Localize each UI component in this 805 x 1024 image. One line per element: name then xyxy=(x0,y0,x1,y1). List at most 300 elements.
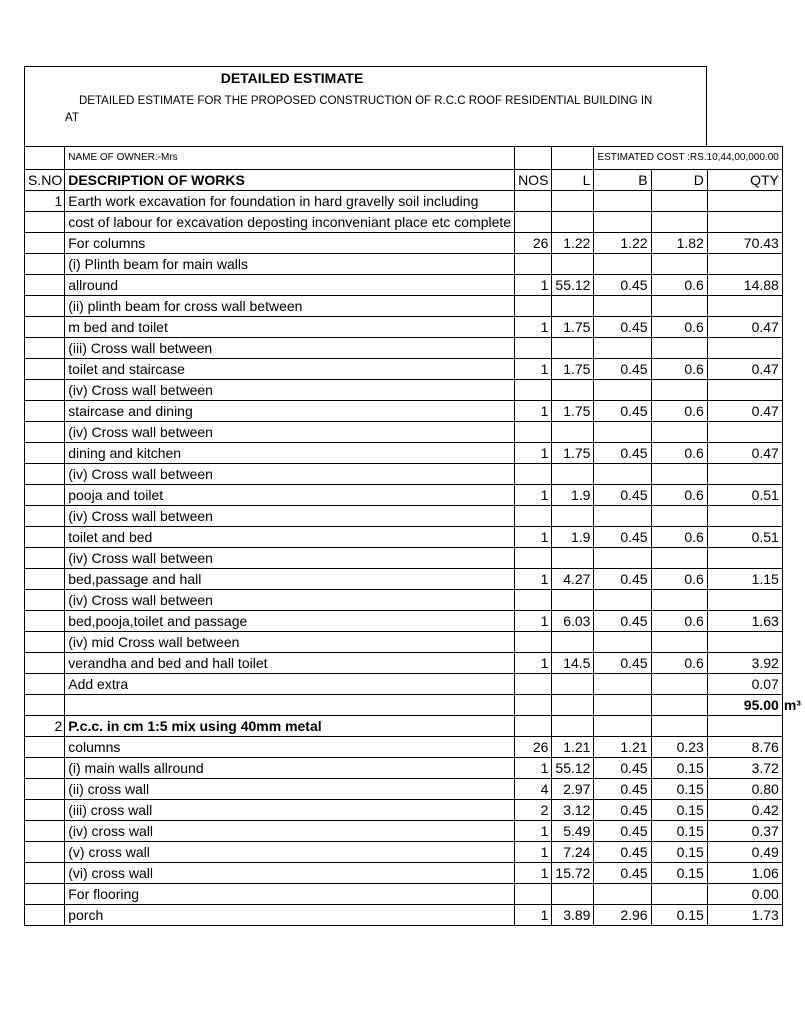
breadth-cell[interactable]: 0.45 xyxy=(594,443,651,464)
qty-cell[interactable]: 0.37 xyxy=(707,821,782,842)
description-cell[interactable]: toilet and bed xyxy=(65,527,515,548)
depth-cell[interactable] xyxy=(651,422,707,443)
sno-cell[interactable] xyxy=(25,842,65,863)
nos-cell[interactable] xyxy=(515,695,552,716)
breadth-cell[interactable]: 0.45 xyxy=(594,863,651,884)
description-cell[interactable]: porch xyxy=(65,905,515,926)
nos-cell[interactable] xyxy=(515,296,552,317)
empty-cell xyxy=(782,338,804,359)
nos-cell[interactable]: 1 xyxy=(515,527,552,548)
depth-cell[interactable]: 0.6 xyxy=(651,611,707,632)
length-cell[interactable]: 14.5 xyxy=(552,653,594,674)
depth-cell[interactable]: 0.6 xyxy=(651,401,707,422)
qty-cell[interactable] xyxy=(707,191,782,212)
description-cell[interactable]: Add extra xyxy=(65,674,515,695)
sno-cell[interactable] xyxy=(25,485,65,506)
qty-cell[interactable]: 3.92 xyxy=(707,653,782,674)
length-cell[interactable]: 55.12 xyxy=(552,758,594,779)
length-cell[interactable]: 15.72 xyxy=(552,863,594,884)
description-cell[interactable]: bed,passage and hall xyxy=(65,569,515,590)
depth-cell[interactable]: 0.15 xyxy=(651,842,707,863)
nos-cell[interactable]: 4 xyxy=(515,779,552,800)
nos-cell[interactable]: 1 xyxy=(515,275,552,296)
nos-cell[interactable]: 2 xyxy=(515,800,552,821)
depth-cell[interactable]: 0.15 xyxy=(651,758,707,779)
qty-cell[interactable]: 1.73 xyxy=(707,905,782,926)
description-cell[interactable]: For flooring xyxy=(65,884,515,905)
breadth-cell[interactable]: 0.45 xyxy=(594,401,651,422)
length-cell[interactable]: 55.12 xyxy=(552,275,594,296)
breadth-cell[interactable] xyxy=(594,212,651,233)
breadth-cell[interactable]: 0.45 xyxy=(594,485,651,506)
depth-cell[interactable]: 0.6 xyxy=(651,527,707,548)
sno-cell[interactable] xyxy=(25,233,65,254)
qty-cell[interactable] xyxy=(707,212,782,233)
depth-cell[interactable]: 0.6 xyxy=(651,443,707,464)
description-cell[interactable]: (i) Plinth beam for main walls xyxy=(65,254,515,275)
nos-cell[interactable] xyxy=(515,632,552,653)
qty-cell[interactable]: 0.42 xyxy=(707,800,782,821)
depth-cell[interactable] xyxy=(651,632,707,653)
nos-cell[interactable]: 1 xyxy=(515,443,552,464)
length-cell[interactable]: 1.9 xyxy=(552,527,594,548)
description-cell[interactable]: staircase and dining xyxy=(65,401,515,422)
table-row xyxy=(25,464,805,485)
qty-cell[interactable] xyxy=(707,296,782,317)
length-cell[interactable]: 1.75 xyxy=(552,401,594,422)
depth-cell[interactable] xyxy=(651,380,707,401)
length-cell[interactable] xyxy=(552,338,594,359)
qty-cell[interactable]: 0.47 xyxy=(707,317,782,338)
breadth-cell[interactable] xyxy=(594,380,651,401)
nos-cell[interactable] xyxy=(515,548,552,569)
description-cell[interactable]: (iii) cross wall xyxy=(65,800,515,821)
depth-cell[interactable]: 0.6 xyxy=(651,275,707,296)
depth-cell[interactable]: 0.15 xyxy=(651,905,707,926)
breadth-cell[interactable]: 1.21 xyxy=(594,737,651,758)
estimate-sheet xyxy=(24,66,801,960)
depth-cell[interactable]: 0.15 xyxy=(651,779,707,800)
description-cell[interactable]: (iv) cross wall xyxy=(65,821,515,842)
nos-cell[interactable] xyxy=(515,464,552,485)
length-cell[interactable] xyxy=(552,590,594,611)
breadth-cell[interactable]: 0.45 xyxy=(594,800,651,821)
breadth-cell[interactable]: 0.45 xyxy=(594,779,651,800)
table-row xyxy=(25,527,805,548)
table-row xyxy=(25,359,805,380)
table-row xyxy=(25,590,805,611)
depth-cell[interactable] xyxy=(651,548,707,569)
col-header-nos: NOS xyxy=(515,170,552,191)
sno-cell[interactable] xyxy=(25,443,65,464)
empty-cell xyxy=(782,401,804,422)
breadth-cell[interactable] xyxy=(594,422,651,443)
depth-cell[interactable] xyxy=(651,191,707,212)
col-header-qty: QTY xyxy=(707,170,782,191)
breadth-cell[interactable]: 0.45 xyxy=(594,758,651,779)
qty-cell[interactable] xyxy=(707,422,782,443)
sno-cell[interactable] xyxy=(25,695,65,716)
table-row xyxy=(25,653,805,674)
qty-cell[interactable] xyxy=(707,338,782,359)
sno-cell[interactable] xyxy=(25,569,65,590)
owner-row xyxy=(25,147,805,170)
sno-cell[interactable] xyxy=(25,653,65,674)
nos-cell[interactable] xyxy=(515,380,552,401)
breadth-cell[interactable]: 0.45 xyxy=(594,275,651,296)
length-cell[interactable]: 2.97 xyxy=(552,779,594,800)
nos-cell[interactable] xyxy=(515,212,552,233)
sno-cell[interactable] xyxy=(25,254,65,275)
owner-name-cell[interactable]: NAME OF OWNER:-Mrs xyxy=(65,147,515,170)
table-row xyxy=(25,632,805,653)
sno-cell[interactable] xyxy=(25,296,65,317)
description-cell[interactable]: (iv) Cross wall between xyxy=(65,590,515,611)
qty-cell[interactable] xyxy=(707,590,782,611)
description-cell[interactable]: (iv) Cross wall between xyxy=(65,380,515,401)
depth-cell[interactable]: 0.6 xyxy=(651,317,707,338)
qty-cell[interactable]: 0.49 xyxy=(707,842,782,863)
qty-cell[interactable]: 0.07 xyxy=(707,674,782,695)
qty-cell[interactable]: 0.47 xyxy=(707,359,782,380)
length-cell[interactable] xyxy=(552,632,594,653)
length-cell[interactable]: 1.9 xyxy=(552,485,594,506)
breadth-cell[interactable]: 0.45 xyxy=(594,569,651,590)
sno-cell[interactable] xyxy=(25,590,65,611)
nos-cell[interactable] xyxy=(515,716,552,737)
depth-cell[interactable] xyxy=(651,212,707,233)
sno-cell[interactable] xyxy=(25,527,65,548)
col-header-sno: S.NO xyxy=(25,170,65,191)
nos-cell[interactable]: 1 xyxy=(515,317,552,338)
breadth-cell[interactable] xyxy=(594,191,651,212)
description-cell[interactable]: (iv) Cross wall between xyxy=(65,464,515,485)
description-cell[interactable]: allround xyxy=(65,275,515,296)
length-cell[interactable] xyxy=(552,296,594,317)
depth-cell[interactable]: 0.15 xyxy=(651,821,707,842)
qty-cell[interactable]: 0.51 xyxy=(707,485,782,506)
length-cell[interactable]: 6.03 xyxy=(552,611,594,632)
table-row xyxy=(25,821,805,842)
sno-cell[interactable] xyxy=(25,800,65,821)
description-cell[interactable]: For columns xyxy=(65,233,515,254)
sno-cell[interactable] xyxy=(25,380,65,401)
description-cell[interactable]: m bed and toilet xyxy=(65,317,515,338)
breadth-cell[interactable] xyxy=(594,464,651,485)
length-cell[interactable] xyxy=(552,674,594,695)
empty-cell xyxy=(782,758,804,779)
qty-cell[interactable]: 1.06 xyxy=(707,863,782,884)
length-cell[interactable]: 3.12 xyxy=(552,800,594,821)
sno-cell[interactable] xyxy=(25,212,65,233)
nos-cell[interactable]: 26 xyxy=(515,737,552,758)
length-cell[interactable] xyxy=(552,191,594,212)
depth-cell[interactable]: 0.15 xyxy=(651,800,707,821)
table-row xyxy=(25,611,805,632)
breadth-cell[interactable]: 0.45 xyxy=(594,359,651,380)
nos-cell[interactable] xyxy=(515,254,552,275)
nos-cell[interactable] xyxy=(515,191,552,212)
table-row xyxy=(25,905,805,926)
sno-cell[interactable] xyxy=(25,338,65,359)
nos-cell[interactable]: 1 xyxy=(515,401,552,422)
depth-cell[interactable]: 0.6 xyxy=(651,569,707,590)
nos-cell[interactable]: 1 xyxy=(515,569,552,590)
sno-cell[interactable] xyxy=(25,401,65,422)
table-row xyxy=(25,716,805,737)
sno-cell[interactable] xyxy=(25,779,65,800)
qty-cell[interactable]: 0.47 xyxy=(707,443,782,464)
qty-cell[interactable]: 3.72 xyxy=(707,758,782,779)
length-cell[interactable]: 7.24 xyxy=(552,842,594,863)
table-row xyxy=(25,401,805,422)
description-cell[interactable]: (iv) mid Cross wall between xyxy=(65,632,515,653)
table-row xyxy=(25,695,805,716)
table-row xyxy=(25,506,805,527)
description-cell[interactable]: Earth work excavation for foundation in hard gravelly soil including xyxy=(65,191,515,212)
nos-cell[interactable]: 1 xyxy=(515,758,552,779)
description-cell[interactable]: (i) main walls allround xyxy=(65,758,515,779)
breadth-cell[interactable]: 0.45 xyxy=(594,317,651,338)
length-cell[interactable] xyxy=(552,380,594,401)
empty-cell xyxy=(782,884,804,905)
nos-cell[interactable]: 1 xyxy=(515,863,552,884)
breadth-cell[interactable] xyxy=(594,506,651,527)
qty-cell[interactable]: 14.88 xyxy=(707,275,782,296)
nos-cell[interactable] xyxy=(515,422,552,443)
length-cell[interactable]: 3.89 xyxy=(552,905,594,926)
empty-cell xyxy=(782,317,804,338)
breadth-cell[interactable] xyxy=(594,590,651,611)
breadth-cell[interactable] xyxy=(594,338,651,359)
depth-cell[interactable] xyxy=(651,296,707,317)
breadth-cell[interactable] xyxy=(594,254,651,275)
length-cell[interactable] xyxy=(552,464,594,485)
table-row xyxy=(25,212,805,233)
length-cell[interactable]: 1.75 xyxy=(552,359,594,380)
sno-cell[interactable] xyxy=(25,737,65,758)
empty-cell xyxy=(782,212,804,233)
length-cell[interactable] xyxy=(552,422,594,443)
breadth-cell[interactable]: 0.45 xyxy=(594,821,651,842)
sno-cell[interactable] xyxy=(25,317,65,338)
length-cell[interactable] xyxy=(552,716,594,737)
sno-cell[interactable] xyxy=(25,905,65,926)
nos-cell[interactable]: 1 xyxy=(515,611,552,632)
empty-cell xyxy=(782,506,804,527)
breadth-cell[interactable]: 0.45 xyxy=(594,611,651,632)
empty-cell xyxy=(782,443,804,464)
length-cell[interactable]: 1.75 xyxy=(552,443,594,464)
table-row xyxy=(25,863,805,884)
sno-cell[interactable] xyxy=(25,884,65,905)
nos-cell[interactable]: 1 xyxy=(515,485,552,506)
qty-cell[interactable]: 0.51 xyxy=(707,527,782,548)
depth-cell[interactable] xyxy=(651,506,707,527)
estimated-cost-cell[interactable]: ESTIMATED COST :RS.10,44,00,000.00 xyxy=(594,147,782,170)
breadth-cell[interactable] xyxy=(594,716,651,737)
nos-cell[interactable] xyxy=(515,338,552,359)
description-cell[interactable]: (iv) Cross wall between xyxy=(65,422,515,443)
breadth-cell[interactable]: 1.22 xyxy=(594,233,651,254)
depth-cell[interactable] xyxy=(651,674,707,695)
breadth-cell[interactable]: 0.45 xyxy=(594,653,651,674)
description-cell[interactable]: columns xyxy=(65,737,515,758)
nos-cell[interactable] xyxy=(515,590,552,611)
sno-cell[interactable] xyxy=(25,422,65,443)
sno-cell[interactable]: 1 xyxy=(25,191,65,212)
empty-cell xyxy=(782,779,804,800)
length-cell[interactable] xyxy=(552,506,594,527)
breadth-cell[interactable] xyxy=(594,632,651,653)
length-cell[interactable]: 1.21 xyxy=(552,737,594,758)
table-row xyxy=(25,254,805,275)
empty-cell xyxy=(782,233,804,254)
depth-cell[interactable] xyxy=(651,716,707,737)
sno-cell[interactable] xyxy=(25,275,65,296)
description-cell[interactable]: (ii) plinth beam for cross wall between xyxy=(65,296,515,317)
nos-cell[interactable]: 1 xyxy=(515,653,552,674)
length-cell[interactable] xyxy=(552,695,594,716)
length-cell[interactable] xyxy=(552,548,594,569)
table-row xyxy=(25,548,805,569)
depth-cell[interactable]: 0.15 xyxy=(651,863,707,884)
qty-cell[interactable]: 0.47 xyxy=(707,401,782,422)
sno-cell[interactable] xyxy=(25,632,65,653)
depth-cell[interactable] xyxy=(651,884,707,905)
sno-cell[interactable]: 2 xyxy=(25,716,65,737)
depth-cell[interactable]: 0.6 xyxy=(651,653,707,674)
qty-cell[interactable]: 1.63 xyxy=(707,611,782,632)
sno-cell[interactable] xyxy=(25,359,65,380)
breadth-cell[interactable]: 2.96 xyxy=(594,905,651,926)
description-cell[interactable]: bed,pooja,toilet and passage xyxy=(65,611,515,632)
depth-cell[interactable] xyxy=(651,590,707,611)
sno-cell[interactable] xyxy=(25,821,65,842)
breadth-cell[interactable] xyxy=(594,695,651,716)
length-cell[interactable] xyxy=(552,254,594,275)
col-header-b: B xyxy=(594,170,651,191)
sno-cell[interactable] xyxy=(25,611,65,632)
table-row xyxy=(25,191,805,212)
table-row xyxy=(25,884,805,905)
nos-cell[interactable]: 1 xyxy=(515,842,552,863)
nos-cell[interactable] xyxy=(515,674,552,695)
breadth-cell[interactable] xyxy=(594,674,651,695)
description-cell[interactable]: (iii) Cross wall between xyxy=(65,338,515,359)
description-cell[interactable] xyxy=(65,695,515,716)
table-row xyxy=(25,779,805,800)
length-cell[interactable]: 1.22 xyxy=(552,233,594,254)
qty-cell[interactable]: 95.00 xyxy=(707,695,782,716)
depth-cell[interactable]: 0.23 xyxy=(651,737,707,758)
table-row xyxy=(25,569,805,590)
empty-cell xyxy=(782,737,804,758)
qty-cell[interactable]: 0.00 xyxy=(707,884,782,905)
qty-cell[interactable]: 0.80 xyxy=(707,779,782,800)
description-cell[interactable]: (v) cross wall xyxy=(65,842,515,863)
breadth-cell[interactable] xyxy=(594,884,651,905)
length-cell[interactable] xyxy=(552,212,594,233)
empty-cell xyxy=(782,863,804,884)
table-row xyxy=(25,233,805,254)
depth-cell[interactable]: 0.6 xyxy=(651,359,707,380)
description-cell[interactable]: verandha and bed and hall toilet xyxy=(65,653,515,674)
owner-nos-cell xyxy=(515,147,552,170)
depth-cell[interactable]: 1.82 xyxy=(651,233,707,254)
empty-cell xyxy=(782,611,804,632)
depth-cell[interactable]: 0.6 xyxy=(651,485,707,506)
empty-cell xyxy=(782,590,804,611)
empty-cell xyxy=(782,632,804,653)
breadth-cell[interactable] xyxy=(594,548,651,569)
nos-cell[interactable]: 1 xyxy=(515,905,552,926)
nos-cell[interactable] xyxy=(515,884,552,905)
table-row xyxy=(25,737,805,758)
nos-cell[interactable]: 1 xyxy=(515,821,552,842)
depth-cell[interactable] xyxy=(651,464,707,485)
qty-cell[interactable] xyxy=(707,632,782,653)
sno-cell[interactable] xyxy=(25,863,65,884)
description-cell[interactable]: (iv) Cross wall between xyxy=(65,548,515,569)
empty-cell xyxy=(782,842,804,863)
table-row xyxy=(25,317,805,338)
qty-cell[interactable]: 70.43 xyxy=(707,233,782,254)
qty-cell[interactable] xyxy=(707,716,782,737)
description-cell[interactable]: dining and kitchen xyxy=(65,443,515,464)
empty-cell xyxy=(782,821,804,842)
sno-cell[interactable] xyxy=(25,758,65,779)
description-cell[interactable]: cost of labour for excavation deposting inconveniant place etc complete xyxy=(65,212,515,233)
qty-cell[interactable]: 8.76 xyxy=(707,737,782,758)
description-cell[interactable]: (iv) Cross wall between xyxy=(65,506,515,527)
breadth-cell[interactable] xyxy=(594,296,651,317)
qty-cell[interactable] xyxy=(707,380,782,401)
table-row xyxy=(25,380,805,401)
length-cell[interactable]: 5.49 xyxy=(552,821,594,842)
qty-cell[interactable] xyxy=(707,254,782,275)
owner-l-cell xyxy=(552,147,594,170)
breadth-cell[interactable]: 0.45 xyxy=(594,842,651,863)
empty-cell xyxy=(782,191,804,212)
description-cell[interactable]: P.c.c. in cm 1:5 mix using 40mm metal xyxy=(65,716,515,737)
nos-cell[interactable]: 26 xyxy=(515,233,552,254)
empty-cell xyxy=(782,653,804,674)
nos-cell[interactable] xyxy=(515,506,552,527)
qty-cell[interactable] xyxy=(707,464,782,485)
sno-cell[interactable] xyxy=(25,548,65,569)
description-cell[interactable]: (vi) cross wall xyxy=(65,863,515,884)
length-cell[interactable]: 4.27 xyxy=(552,569,594,590)
qty-cell[interactable]: 1.15 xyxy=(707,569,782,590)
empty-cell xyxy=(782,254,804,275)
nos-cell[interactable]: 1 xyxy=(515,359,552,380)
depth-cell[interactable] xyxy=(651,254,707,275)
qty-cell[interactable] xyxy=(707,506,782,527)
description-cell[interactable]: (ii) cross wall xyxy=(65,779,515,800)
description-cell[interactable]: toilet and staircase xyxy=(65,359,515,380)
sno-cell[interactable] xyxy=(25,506,65,527)
length-cell[interactable]: 1.75 xyxy=(552,317,594,338)
depth-cell[interactable] xyxy=(651,695,707,716)
depth-cell[interactable] xyxy=(651,338,707,359)
sno-cell[interactable] xyxy=(25,464,65,485)
breadth-cell[interactable]: 0.45 xyxy=(594,527,651,548)
length-cell[interactable] xyxy=(552,884,594,905)
qty-cell[interactable] xyxy=(707,548,782,569)
description-cell[interactable]: pooja and toilet xyxy=(65,485,515,506)
sno-cell[interactable] xyxy=(25,674,65,695)
